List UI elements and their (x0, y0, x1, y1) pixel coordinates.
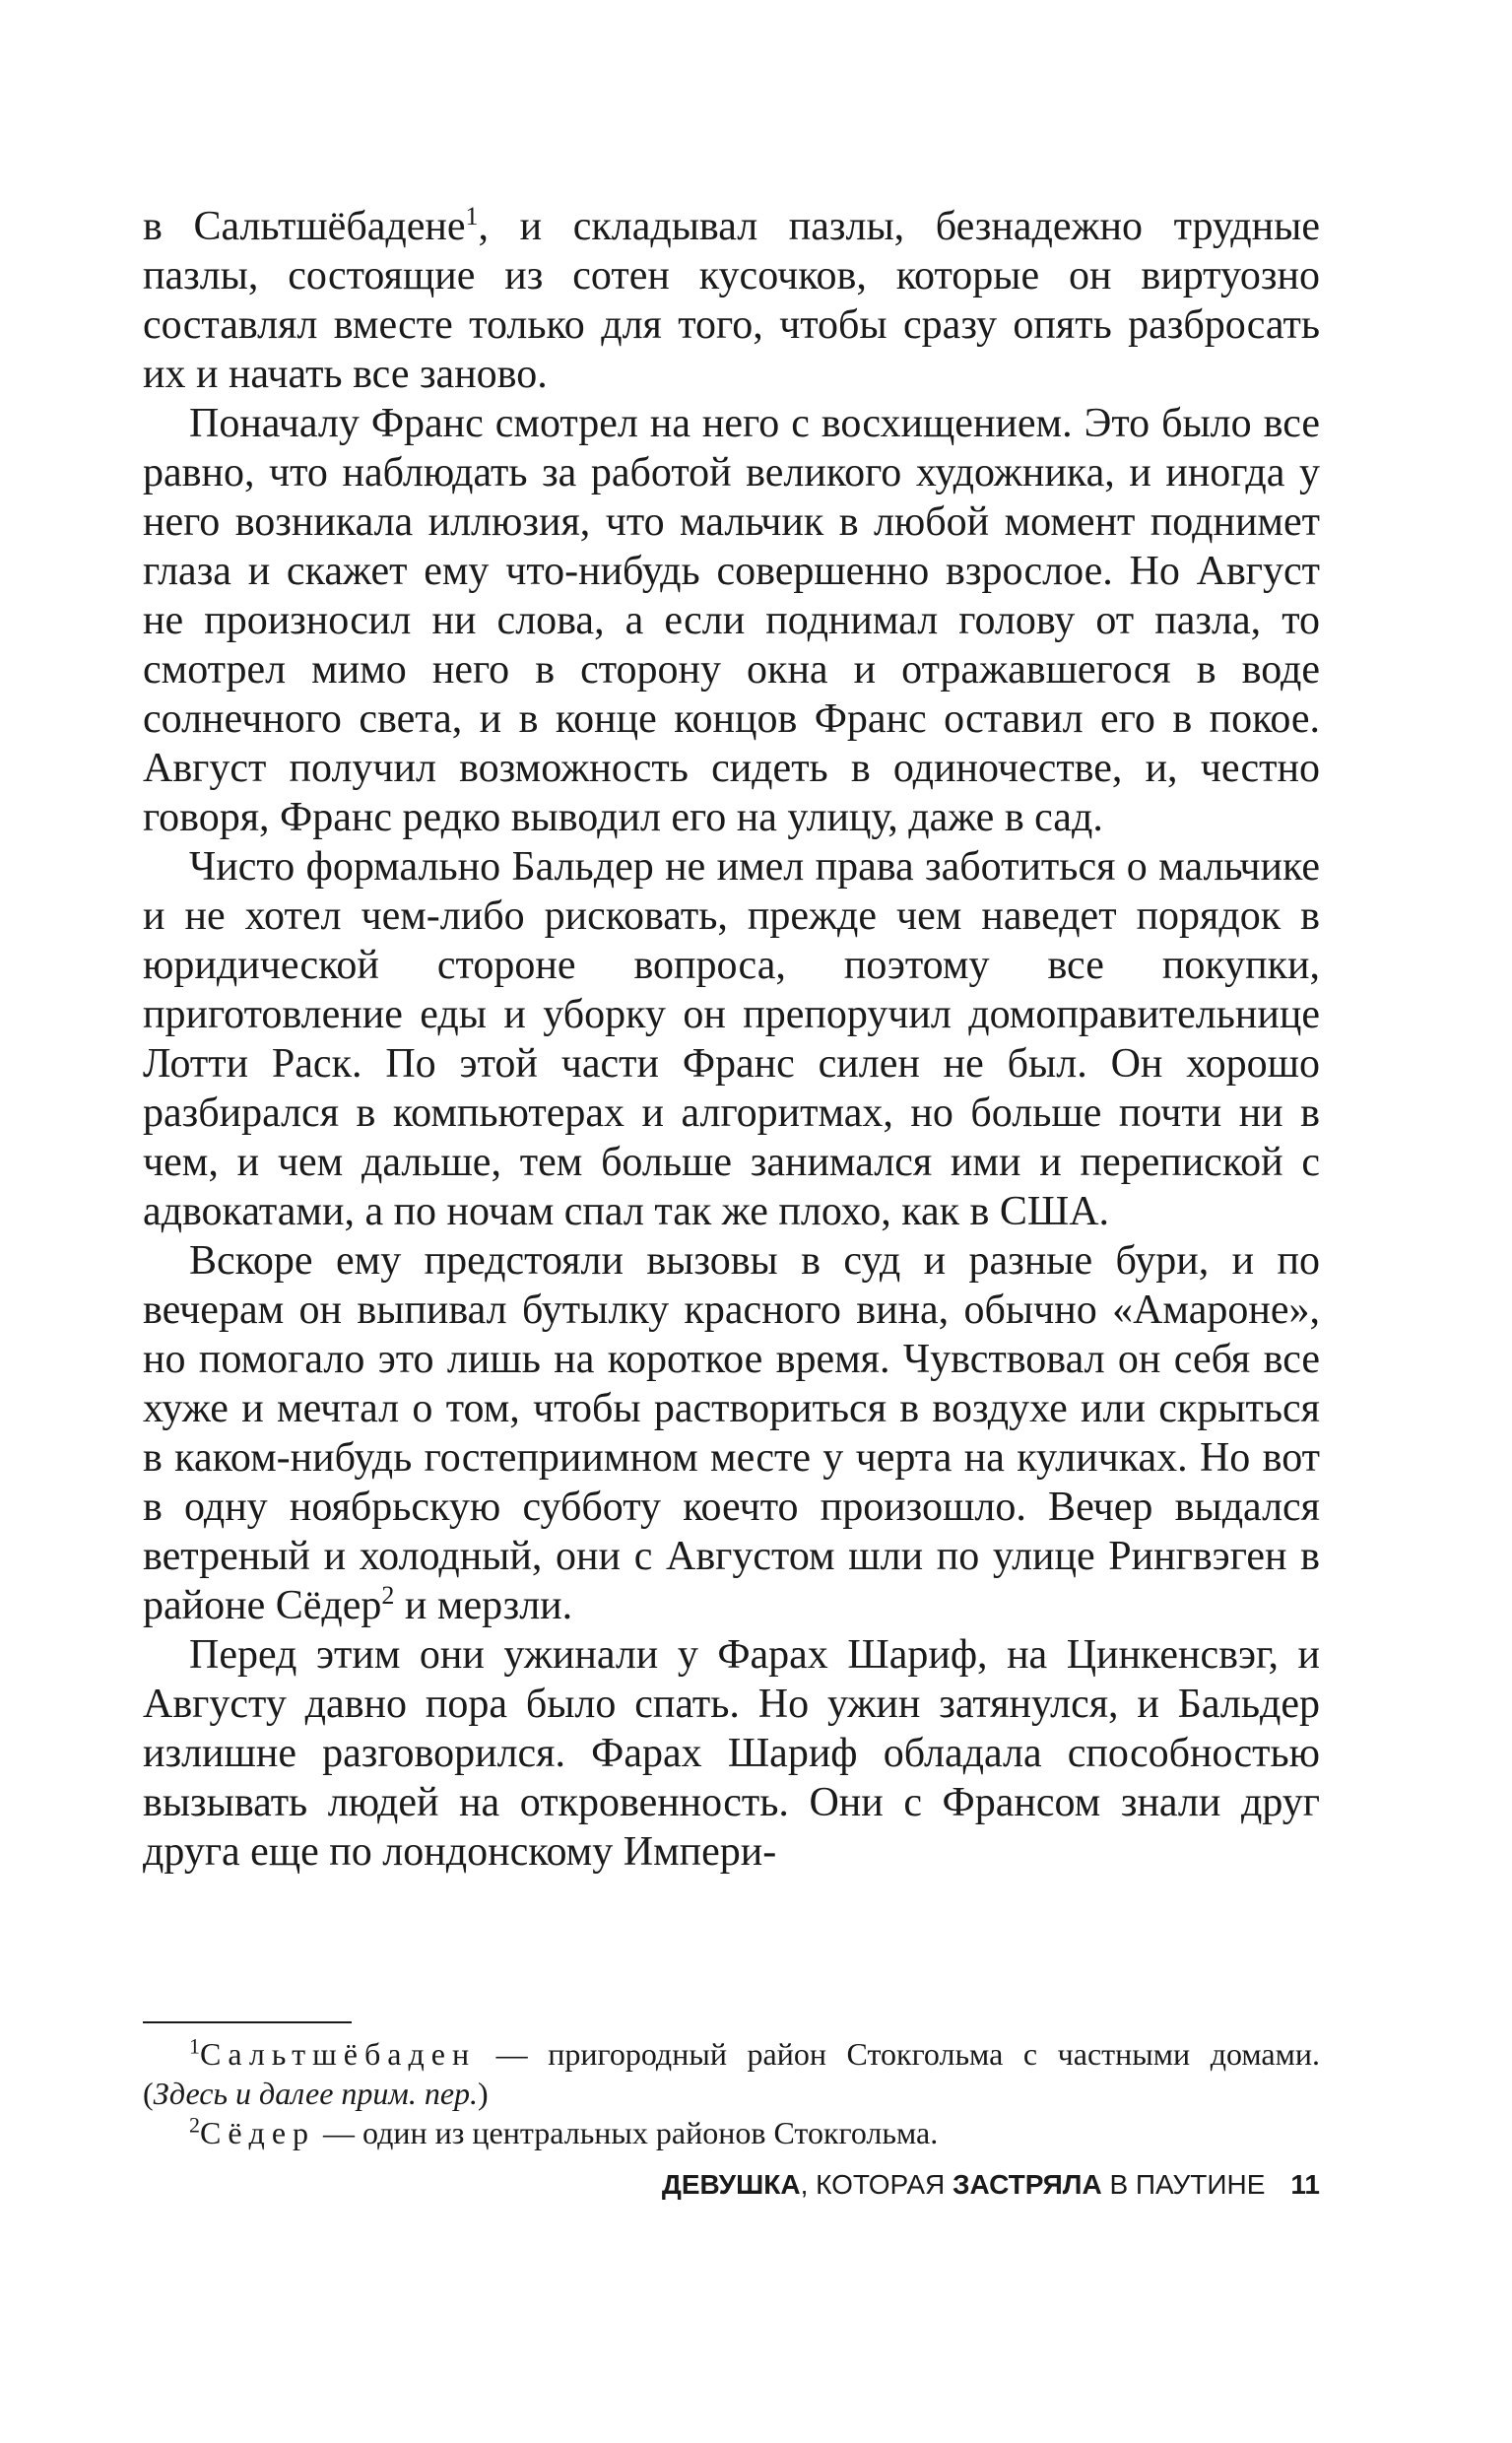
paragraph-2: Поначалу Франс смотрел на него с восхищением. Это было все равно, что наблюдать за работой великого художника, и иногда у него возникала иллюзия, что мальчик в любой момент поднимет глаза и скажет ему что-нибудь совершенно взрослое. Но Август не произносил ни слова, а если поднимал голову от пазла, то смотрел мимо него в сторону окна и отражавшегося в воде солнечного света, и в конце концов Франс оставил его в покое. Август получил возможность сидеть в одиночестве, и, честно говоря, Франс редко выводил его на улицу, даже в сад. (143, 401, 1320, 840)
book-title-part-3: ЗАСТРЯЛА (953, 2169, 1102, 2200)
footnote-1 (143, 2034, 1320, 2113)
footnote-2-term: Сёдер (200, 2115, 316, 2150)
paragraph-4 (143, 1236, 1320, 1630)
book-title-part-2: , КОТОРАЯ (800, 2169, 953, 2200)
paragraph-4-text-a: Вскоре ему предстояли вызовы в суд и разные бури, и по вечерам он выпивал бутылку красного вина, обычно «Амароне», но помогало это лишь на короткое время. Чувствовал он себя все хуже и мечтал о том, чтобы раствориться в воздухе или скрыться в каком-нибудь гостеприимном месте у черта на куличках. Но вот в одну ноябрьскую субботу коечто произошло. Вечер выдался ветреный и холодный, они с Августом шли по улице Рингвэген в районе Сёдер (143, 1238, 1320, 1628)
book-title-part-1: ДЕВУШКА (661, 2169, 801, 2200)
paragraph-1-text-b: , и складывал пазлы, безнадежно трудные пазлы, состоящие из сотен кусочков, которые он виртуозно составлял вместе только для того, чтобы сразу опять разбросать их и начать все заново. (143, 204, 1320, 397)
paragraph-1 (143, 202, 1320, 399)
paragraph-4-text-b: и мерзли. (394, 1583, 573, 1628)
footnote-1-number: 1 (189, 2033, 200, 2059)
page-number: 11 (1290, 2169, 1320, 2200)
book-title-part-4: В ПАУТИНЕ (1101, 2169, 1266, 2200)
footnote-1-italic: Здесь и далее прим. пер. (153, 2076, 479, 2111)
paragraph-1-text-a: в Сальтшёбадене (143, 204, 466, 249)
body-text (143, 202, 1320, 1877)
running-footer (662, 2167, 1320, 2203)
paragraph-5: Перед этим они ужинали у Фарах Шариф, на Цинкенсвэг, и Августу давно пора было спать. Но ужин затянулся, и Бальдер излишне разговорился. Фарах Шариф обладала способностью вызывать людей на откровенность. Они с Франсом знали друг друга еще по лондонскому Импери- (143, 1632, 1320, 1875)
footnote-1-text: — пригородный район Стокгольма с частными домами. ( (143, 2036, 1320, 2111)
footnote-1-term: Сальтшёбаден (200, 2036, 477, 2072)
footnote-ref-1: 1 (465, 202, 479, 231)
footnote-ref-2: 2 (381, 1581, 395, 1610)
footnote-divider (143, 2021, 352, 2023)
footnote-2 (143, 2113, 1320, 2152)
footnote-2-text: — один из центральных районов Стокгольма. (315, 2115, 939, 2150)
footnote-2-number: 2 (189, 2112, 200, 2138)
footnote-1-close: ) (478, 2076, 489, 2111)
paragraph-3: Чисто формально Бальдер не имел права заботиться о мальчике и не хотел чем-либо рисковать, прежде чем наведет порядок в юридической стороне вопроса, поэтому все покупки, приготовление еды и уборку он препоручил домоправительнице Лотти Раск. По этой части Франс силен не был. Он хорошо разбирался в компьютерах и алгоритмах, но больше почти ни в чем, и чем дальше, тем больше занимался ими и перепиской с адвокатами, а по ночам спал так же плохо, как в США. (143, 844, 1320, 1234)
footnotes (143, 2034, 1320, 2152)
